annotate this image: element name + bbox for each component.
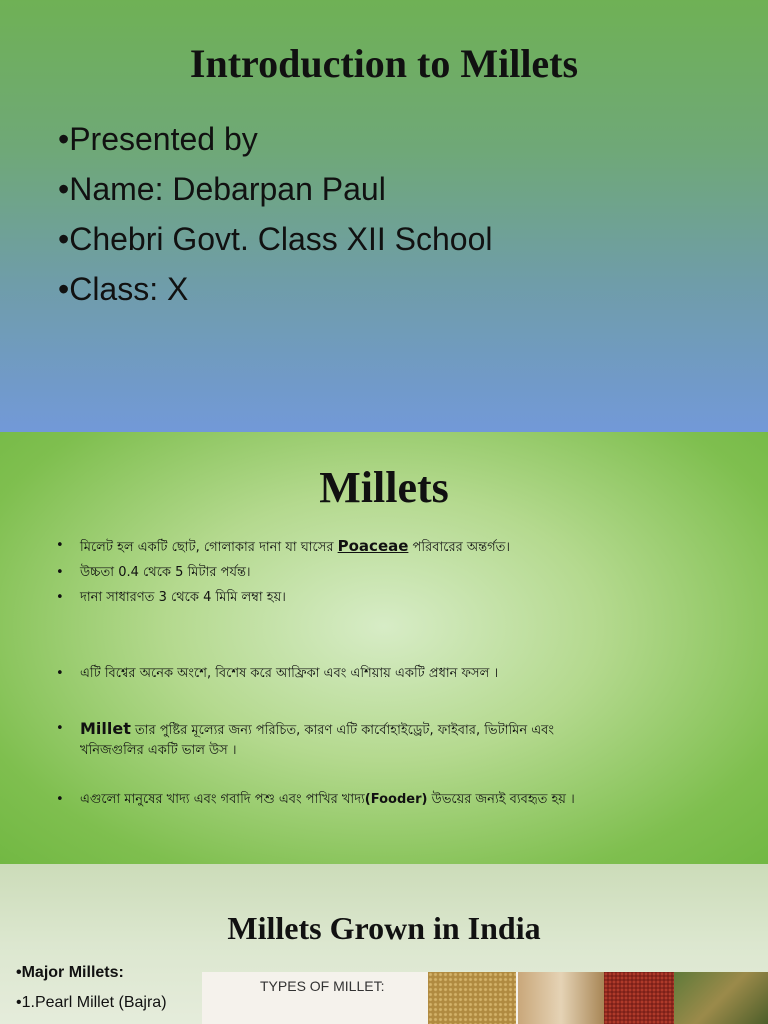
bullet-presented-by: •Presented by <box>58 121 258 157</box>
slide-millets-india <box>0 864 768 1024</box>
bullet-text: উচ্চতা 0.4 থেকে 5 মিটার পর্যন্ত। <box>80 565 251 580</box>
bullet-name: •Name: Debarpan Paul <box>58 171 386 207</box>
bullet-text: পরিবারের অন্তর্গত। <box>408 540 511 555</box>
term-poaceae: Poaceae <box>337 537 409 555</box>
intro-bullet-list <box>58 118 492 318</box>
red-millet-photo <box>604 972 674 1024</box>
slide-millets <box>0 432 768 864</box>
bullet-class: •Class: X <box>58 271 189 307</box>
list-item-pearl-millet: •1.Pearl Millet (Bajra) <box>16 994 167 1011</box>
millet-grain-photo <box>428 972 516 1024</box>
bullet-text: দানা সাধারণত 3 থেকে 4 মিমি লম্বা হয়। <box>80 590 286 605</box>
bullet-text: এটি বিশ্বের অনেক অংশে, বিশেষ করে আফ্রিকা এবং এশিয়ায় একটি প্রধান ফসল । <box>80 666 499 681</box>
slide-title: Introduction to Millets <box>189 41 579 86</box>
image-caption: TYPES OF MILLET: <box>260 978 385 994</box>
slide-title: Millets <box>319 463 449 512</box>
bullet-text: তার পুষ্টির মূল্যের জন্য পরিচিত, কারণ এটি কার্বোহাইড্রেট, ফাইবার, ভিটামিন এবং খনিজগুলির একটি ভাল উস । <box>80 723 555 758</box>
millet-plant-photo <box>518 972 604 1024</box>
bullet-text: এগুলো মানুষের খাদ্য এবং গবাদি পশু এবং পাখির খাদ্য <box>80 792 365 807</box>
bullet-text: মিলেট হল একটি ছোট, গোলাকার দানা যা ঘাসের <box>80 540 338 555</box>
millet-list <box>16 964 167 1024</box>
millet-crop-photo <box>674 972 768 1024</box>
term-fooder: (Fooder) <box>364 792 428 807</box>
list-heading-major-millets: •Major Millets: <box>16 964 124 981</box>
slide-intro <box>0 0 768 432</box>
bullet-text: উভয়ের জন্যই ব্যবহৃত হয় । <box>427 792 575 807</box>
term-millet: Millet <box>80 719 131 738</box>
bullet-school: •Chebri Govt. Class XII School <box>58 221 493 257</box>
types-of-millet-image <box>202 972 768 1024</box>
slide-title: Millets Grown in India <box>227 910 541 946</box>
